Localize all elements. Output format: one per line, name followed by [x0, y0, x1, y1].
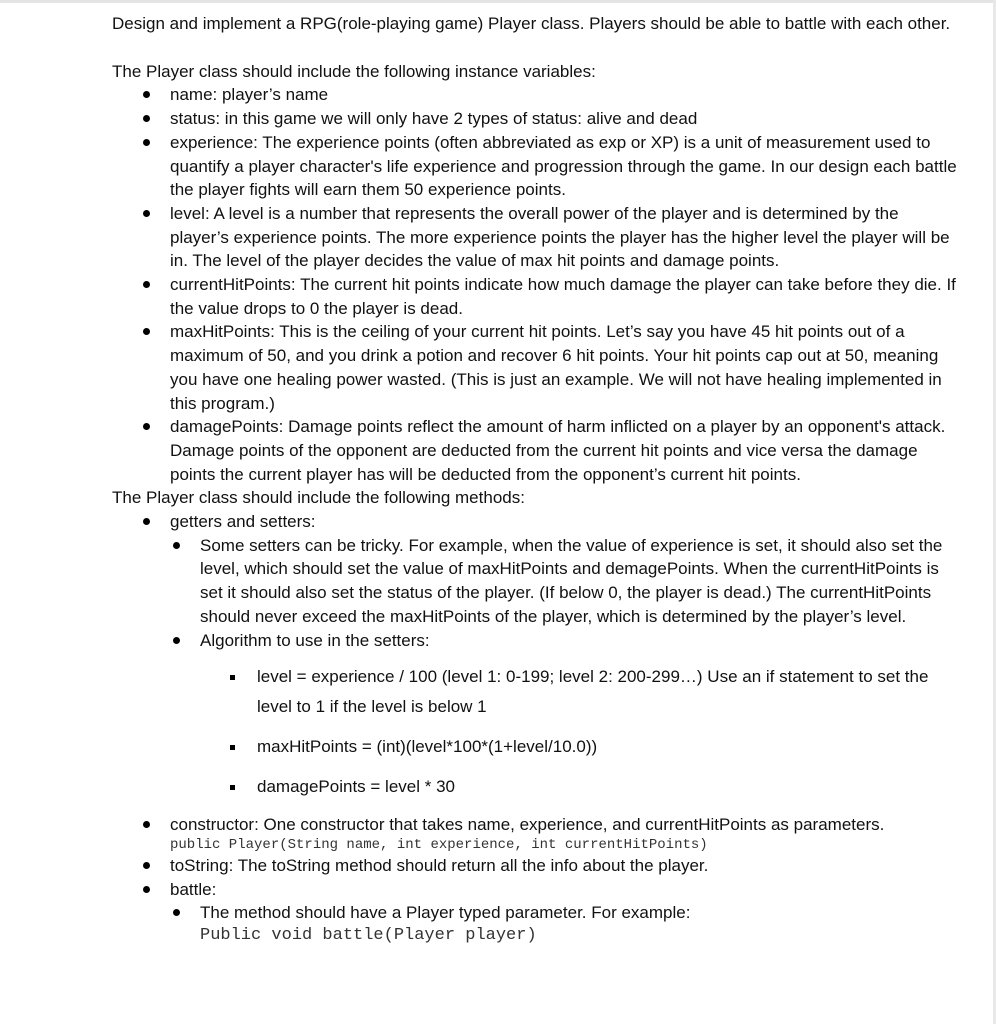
instance-variables-heading: The Player class should include the following instance variables:: [112, 61, 596, 81]
constructor-code: public Player(String name, int experience, int currentHitPoints): [170, 836, 708, 853]
var-name: name: player’s name: [170, 83, 962, 107]
methods-heading: The Player class should include the following methods:: [112, 488, 525, 508]
var-damage-points: damagePoints: Damage points reflect the amount of harm inflicted on a player by an opponent's attack. Damage points of the opponent are deducted from the current hit points and vice versa the damage points the current player has will be deducted from the opponent’s current hit points.: [170, 415, 962, 486]
algorithm-damage-points: damagePoints = level * 30: [257, 772, 962, 802]
method-battle: [170, 878, 962, 947]
var-current-hit-points: currentHitPoints: The current hit points indicate how much damage the player can take before they die. If the value drops to 0 the player is dead.: [170, 273, 962, 320]
getters-setters-sublist: [200, 534, 962, 653]
intro-paragraph: Design and implement a RPG(role-playing game) Player class. Players should be able to battle with each other.: [112, 14, 951, 33]
setters-note: Some setters can be tricky. For example, when the value of experience is set, it should also set the level, which should set the value of maxHitPoints and demagePoints. When the currentHitPoints is set it should also set the status of the player. (If below 0, the player is dead.) The currentHitPoints should never exceed the maxHitPoints of the player, which is determined by the player’s level.: [200, 534, 962, 629]
battle-sublist: [200, 901, 962, 947]
page-top-border: [0, 0, 996, 3]
method-getters-setters: [170, 510, 962, 802]
algorithm-list: [257, 662, 962, 802]
battle-label: battle:: [170, 879, 217, 899]
constructor-text: constructor: One constructor that takes name, experience, and currentHitPoints as parameters.: [170, 815, 885, 835]
algorithm-level: level = experience / 100 (level 1: 0-199; level 2: 200-299…) Use an if statement to set the level to 1 if the level is below 1: [257, 662, 962, 722]
getters-setters-label: getters and setters:: [170, 512, 316, 532]
battle-code: Public void battle(Player player): [200, 926, 537, 946]
document-body: [112, 12, 962, 947]
var-experience: experience: The experience points (often abbreviated as exp or XP) is a unit of measurement used to quantify a player character's life experience and progression through the game. In our design each battle the player fights will earn them 50 experience points.: [170, 131, 962, 202]
methods-list: [170, 510, 962, 947]
var-status: status: in this game we will only have 2 types of status: alive and dead: [170, 107, 962, 131]
var-max-hit-points: maxHitPoints: This is the ceiling of your current hit points. Let’s say you have 45 hit points out of a maximum of 50, and you drink a potion and recover 6 hit points. Your hit points cap out at 50, meaning you have one healing power wasted. (This is just an example. We will not have healing implemented in this program.): [170, 320, 962, 415]
algorithm-label: Algorithm to use in the setters:: [200, 629, 962, 653]
var-level: level: A level is a number that represents the overall power of the player and is determined by the player’s experience points. The more experience points the player has the higher level the player will be in. The level of the player decides the value of max hit points and damage points.: [170, 202, 962, 273]
instance-variables-list: [170, 83, 962, 486]
method-constructor: [170, 813, 962, 854]
battle-parameter-text: The method should have a Player typed parameter. For example:: [200, 903, 691, 923]
algorithm-max-hit-points: maxHitPoints = (int)(level*100*(1+level/10.0)): [257, 732, 962, 762]
method-tostring: toString: The toString method should return all the info about the player.: [170, 854, 962, 878]
battle-parameter-note: [200, 901, 962, 947]
